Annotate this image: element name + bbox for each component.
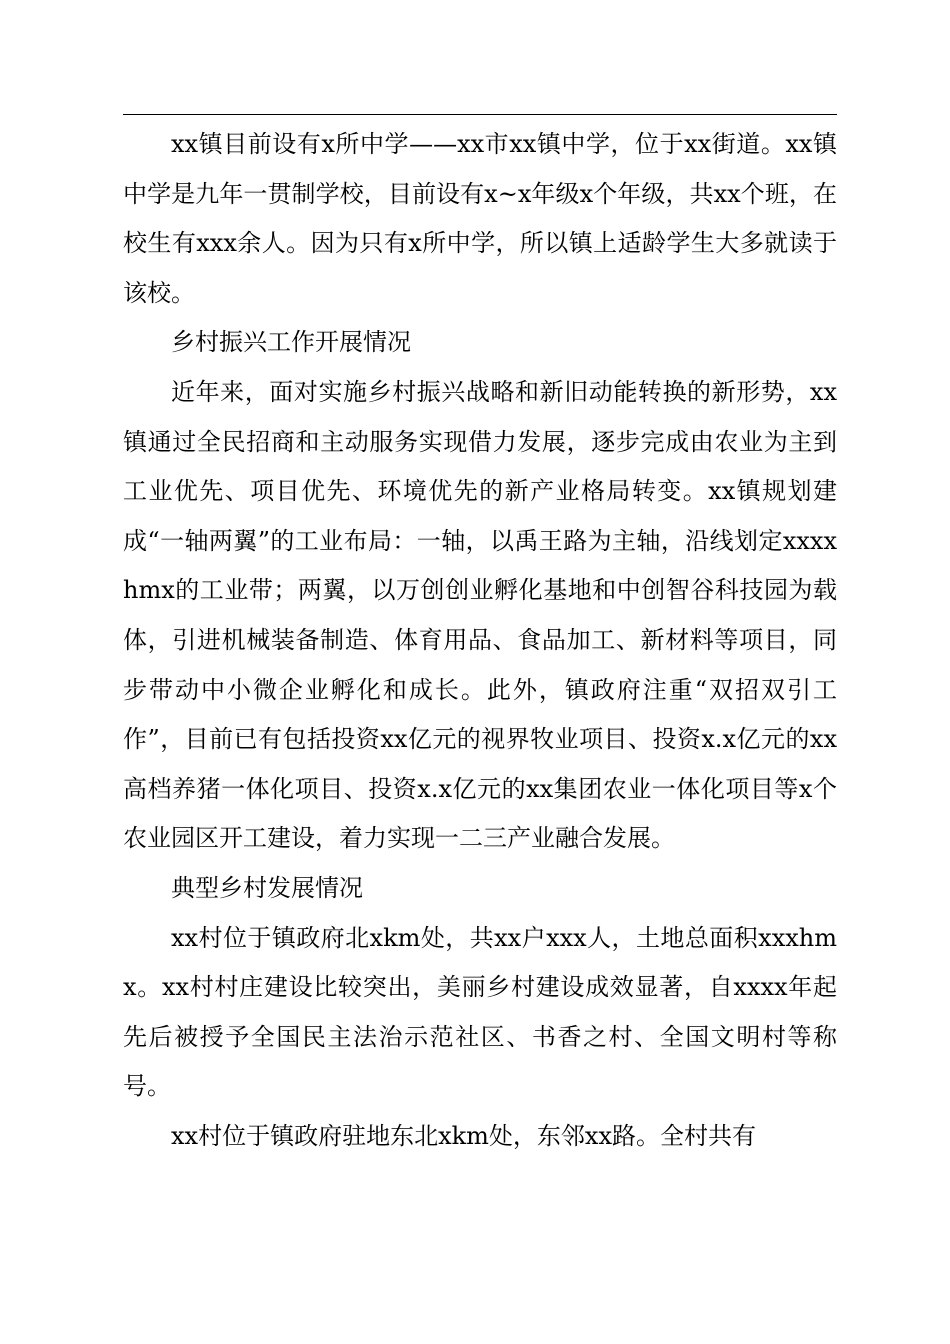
paragraph-school-info: xx镇目前设有x所中学——xx市xx镇中学，位于xx街道。xx镇中学是九年一贯制学校，目前设有x~x年级x个年级，共xx个班，在校生有xxx余人。因为只有x所中学，所以镇上适龄学生大多就读于该校。 bbox=[123, 130, 837, 307]
paragraph-village-one: xx村位于镇政府北xkm处，共xx户xxx人，土地总面积xxxhmx。xx村村庄建设比较突出，美丽乡村建设成效显著，自xxxx年起先后被授予全国民主法治示范社区、书香之村、全国文明村等称号。 bbox=[123, 923, 837, 1101]
paragraph-rural-revitalization: 近年来，面对实施乡村振兴战略和新旧动能转换的新形势，xx镇通过全民招商和主动服务实现借力发展，逐步完成由农业为主到工业优先、项目优先、环境优先的新产业格局转变。xx镇规划建成“一轴两翼”的工业布局：一轴，以禹王路为主轴，沿线划定xxxxhmx的工业带；两翼，以万创创业孵化基地和中创智谷科技园为载体，引进机械装备制造、体育用品、食品加工、新材料等项目，同步带动中小微企业孵化和成长。此外，镇政府注重“双招双引工作”，目前已有包括投资xx亿元的视界牧业项目、投资x.x亿元的xx高档养猪一体化项目、投资x.x亿元的xx集团农业一体化项目等x个农业园区开工建设，着力实现一二三产业融合发展。 bbox=[123, 377, 837, 853]
document-body bbox=[123, 120, 837, 1161]
section-heading-rural-revitalization: 乡村振兴工作开展情况 bbox=[171, 328, 411, 357]
paragraph-village-two: xx村位于镇政府驻地东北xkm处，东邻xx路。全村共有 bbox=[171, 1121, 756, 1150]
section-heading-typical-villages: 典型乡村发展情况 bbox=[171, 873, 363, 902]
header-rule bbox=[123, 114, 837, 115]
